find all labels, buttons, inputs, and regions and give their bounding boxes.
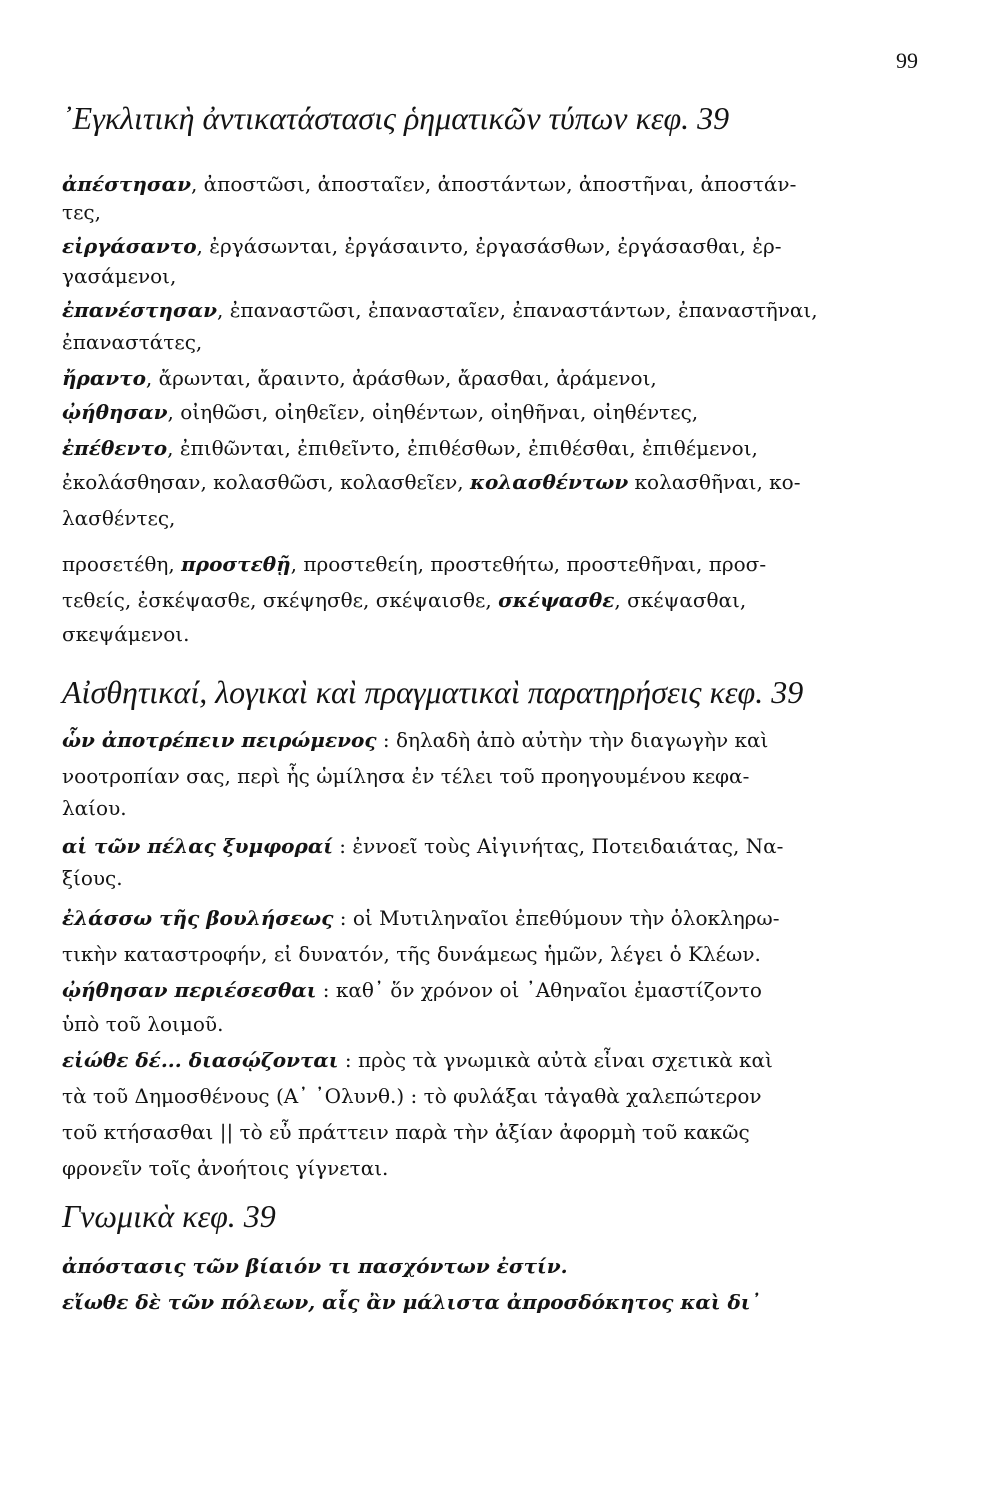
text-line	[62, 1156, 388, 1180]
bold-term: ὧν ἀποτρέπειν πειρώμενος	[62, 728, 377, 752]
text-line	[62, 298, 818, 322]
bold-term: ἐλάσσω τῆς βουλήσεως	[62, 906, 334, 930]
text-line	[62, 1012, 223, 1036]
text-line	[62, 400, 698, 424]
section-heading: Γνωμικὰ κεφ. 39	[62, 1198, 276, 1234]
text-run: : πρὸς τὰ γνωμικὰ αὐτὰ εἶναι σχετικὰ καὶ	[338, 1048, 773, 1072]
text-run: , προστεθείη, προστεθήτω, προστεθῆναι, προσ-	[290, 552, 767, 576]
text-run: τοῦ κτήσασθαι || τὸ εὖ πράττειν παρὰ τὴν ἀξίαν ἀφορμὴ τοῦ κακῶς	[62, 1120, 750, 1144]
text-line	[62, 552, 766, 576]
text-run: , οἰηθῶσι, οἰηθεῖεν, οἰηθέντων, οἰηθῆναι, οἰηθέντες,	[167, 400, 699, 424]
text-line	[62, 1254, 568, 1278]
text-line	[62, 234, 781, 258]
text-line	[62, 622, 189, 646]
text-line	[62, 1290, 760, 1314]
text-run: σκεψάμενοι.	[62, 622, 190, 646]
text-run: τεθείς, ἐσκέψασθε, σκέψησθε, σκέψαισθε,	[62, 588, 499, 612]
text-line	[62, 942, 761, 966]
text-line	[62, 1048, 773, 1072]
text-line	[62, 264, 176, 288]
text-line	[62, 978, 762, 1002]
text-line	[62, 330, 202, 354]
text-line	[62, 588, 746, 612]
bold-term: ἐπέθεντο	[62, 436, 168, 460]
text-run: : οἱ Μυτιληναῖοι ἐπεθύμουν τὴν ὁλοκληρω-	[333, 906, 780, 930]
text-line	[62, 470, 800, 494]
bold-term: κολασθέντων	[469, 470, 629, 494]
bold-term: ἀπόστασις τῶν βίαιόν τι πασχόντων ἐστίν.	[62, 1254, 568, 1278]
text-run: , ἐπιθῶνται, ἐπιθεῖντο, ἐπιθέσθων, ἐπιθέσθαι, ἐπιθέμενοι,	[167, 436, 758, 460]
text-run: νοοτροπίαν σας, περὶ ἧς ὡμίλησα ἐν τέλει τοῦ προηγουμένου κεφα-	[62, 764, 750, 788]
text-run: τὰ τοῦ Δημοσθένους (Α᾽ ᾿Ολυνθ.) : τὸ φυλάξαι τἀγαθὰ χαλεπώτερον	[62, 1084, 762, 1108]
bold-term: ἐπανέστησαν	[62, 298, 217, 322]
text-run: γασάμενοι,	[62, 264, 177, 288]
text-run: φρονεῖν τοῖς ἀνοήτοις γίγνεται.	[62, 1156, 389, 1180]
text-run: , σκέψασθαι,	[614, 588, 747, 612]
text-run: , ἄρωνται, ἄραιντο, ἀράσθων, ἄρασθαι, ἀράμενοι,	[145, 366, 657, 390]
bold-term: ἤραντο	[62, 366, 146, 390]
bold-term: εἰώθε δέ... διασῴζονται	[62, 1048, 339, 1072]
text-line	[62, 834, 783, 858]
text-line	[62, 866, 123, 890]
section-heading: ᾿Εγκλιτικὴ ἀντικατάστασις ῥηματικῶν τύπων κεφ. 39	[62, 100, 730, 136]
text-run: προσετέθη,	[62, 552, 182, 576]
text-run: ξίους.	[62, 866, 123, 890]
text-line	[62, 172, 796, 196]
bold-term: αἱ τῶν πέλας ξυμφοραί	[62, 834, 333, 858]
text-line	[62, 200, 101, 224]
bold-term: ᾠήθησαν	[62, 400, 168, 424]
bold-term: εἰργάσαντο	[62, 234, 197, 258]
bold-term: ἀπέστησαν	[62, 172, 191, 196]
text-run: ἐκολάσθησαν, κολασθῶσι, κολασθεῖεν,	[62, 470, 470, 494]
text-line	[62, 506, 175, 530]
text-line	[62, 764, 749, 788]
text-line	[62, 1120, 750, 1144]
bold-term: σκέψασθε	[498, 588, 615, 612]
text-run: : καθ᾽ ὅν χρόνον οἱ ᾿Αθηναῖοι ἐμαστίζοντο	[316, 978, 762, 1002]
page-number: 99	[896, 48, 918, 73]
text-run: : ἐννοεῖ τοὺς Αἰγινήτας, Ποτειδαιάτας, Να-	[332, 834, 784, 858]
text-run: , ἐπαναστῶσι, ἐπανασταῖεν, ἐπαναστάντων, ἐπαναστῆναι,	[216, 298, 818, 322]
text-run: ὑπὸ τοῦ λοιμοῦ.	[62, 1012, 224, 1036]
text-run: , ἀποστῶσι, ἀποσταῖεν, ἀποστάντων, ἀποστῆναι, ἀποστάν-	[190, 172, 797, 196]
text-run: , ἐργάσωνται, ἐργάσαιντο, ἐργασάσθων, ἐργάσασθαι, ἐρ-	[196, 234, 782, 258]
section-heading: Αἰσθητικαί, λογικαὶ καὶ πραγματικαὶ παρατηρήσεις κεφ. 39	[62, 674, 804, 710]
text-line	[62, 796, 127, 820]
text-run: τικὴν καταστροφήν, εἰ δυνατόν, τῆς δυνάμεως ἡμῶν, λέγει ὁ Κλέων.	[62, 942, 761, 966]
text-line	[62, 366, 657, 390]
text-run: ἐπαναστάτες,	[62, 330, 203, 354]
text-run: λασθέντες,	[62, 506, 176, 530]
text-line	[62, 436, 758, 460]
bold-term: προστεθῇ	[181, 552, 291, 576]
bold-term: εἴωθε δὲ τῶν πόλεων, αἷς ἂν μάλιστα ἀπροσδόκητος καὶ δι᾽	[62, 1290, 761, 1314]
text-line	[62, 728, 768, 752]
text-line	[62, 906, 780, 930]
text-run: λαίου.	[62, 796, 127, 820]
bold-term: ᾠήθησαν περιέσεσθαι	[62, 978, 317, 1002]
text-run: κολασθῆναι, κο-	[628, 470, 801, 494]
text-run: : δηλαδὴ ἀπὸ αὐτὴν τὴν διαγωγὴν καὶ	[376, 728, 769, 752]
text-line	[62, 1084, 762, 1108]
text-run: τες,	[62, 200, 101, 224]
